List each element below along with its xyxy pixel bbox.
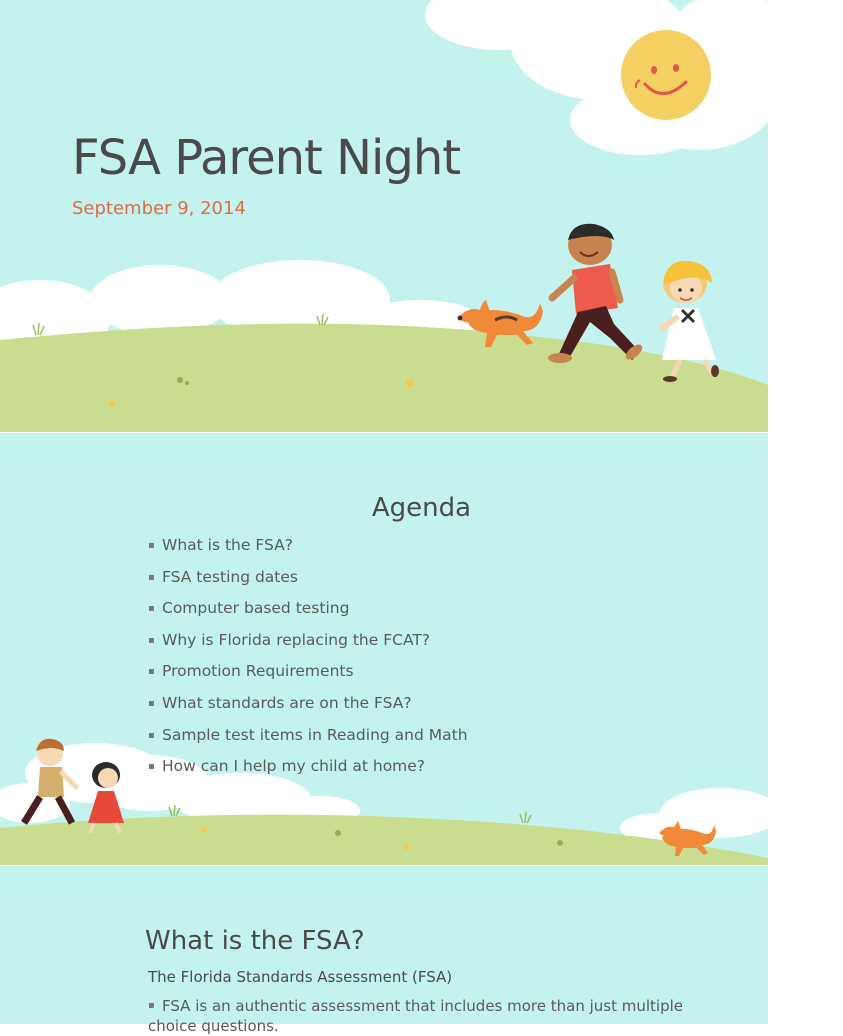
list-item: ▪ FSA is an authentic assessment that includes more than just multiple choice questions.: [148, 997, 684, 1035]
grass-hill: [0, 324, 768, 432]
agenda-item: ▪ What is the FSA?: [148, 533, 468, 565]
agenda-item: ▪ How can I help my child at home?: [148, 754, 468, 786]
slide-agenda: [0, 433, 768, 865]
bullet-icon: ▪: [148, 697, 155, 709]
agenda-list: [148, 533, 468, 786]
slide-heading: What is the FSA?: [145, 926, 365, 956]
bullet-icon: ▪: [148, 603, 155, 615]
bullet-icon: ▪: [148, 540, 155, 551]
fsa-bullet-list: [148, 996, 708, 1036]
agenda-item: ▪ Sample test items in Reading and Math: [148, 723, 468, 755]
slide-subheading: The Florida Standards Assessment (FSA): [148, 968, 453, 986]
cloud-icon: [425, 0, 790, 155]
presentation-title: FSA Parent Night: [72, 130, 461, 186]
agenda-item: ▪ What standards are on the FSA?: [148, 691, 468, 723]
sun-icon: [621, 30, 711, 120]
bullet-icon: ▪: [148, 761, 155, 773]
slide-what-is-fsa: [0, 866, 768, 1035]
slide-title: [0, 0, 768, 432]
bullet-icon: ▪: [148, 729, 155, 741]
agenda-title: Agenda: [371, 493, 472, 523]
agenda-item: ▪ Why is Florida replacing the FCAT?: [148, 628, 468, 660]
bullet-icon: ▪: [148, 666, 155, 678]
bullet-icon: ▪: [148, 634, 155, 646]
bullet-icon: ▪: [148, 1000, 155, 1011]
presentation-date: September 9, 2014: [72, 198, 246, 219]
agenda-item: ▪ FSA testing dates: [148, 565, 468, 597]
agenda-item: ▪ Promotion Requirements: [148, 659, 468, 691]
agenda-item: ▪ Computer based testing: [148, 596, 468, 628]
bullet-icon: ▪: [148, 571, 155, 583]
